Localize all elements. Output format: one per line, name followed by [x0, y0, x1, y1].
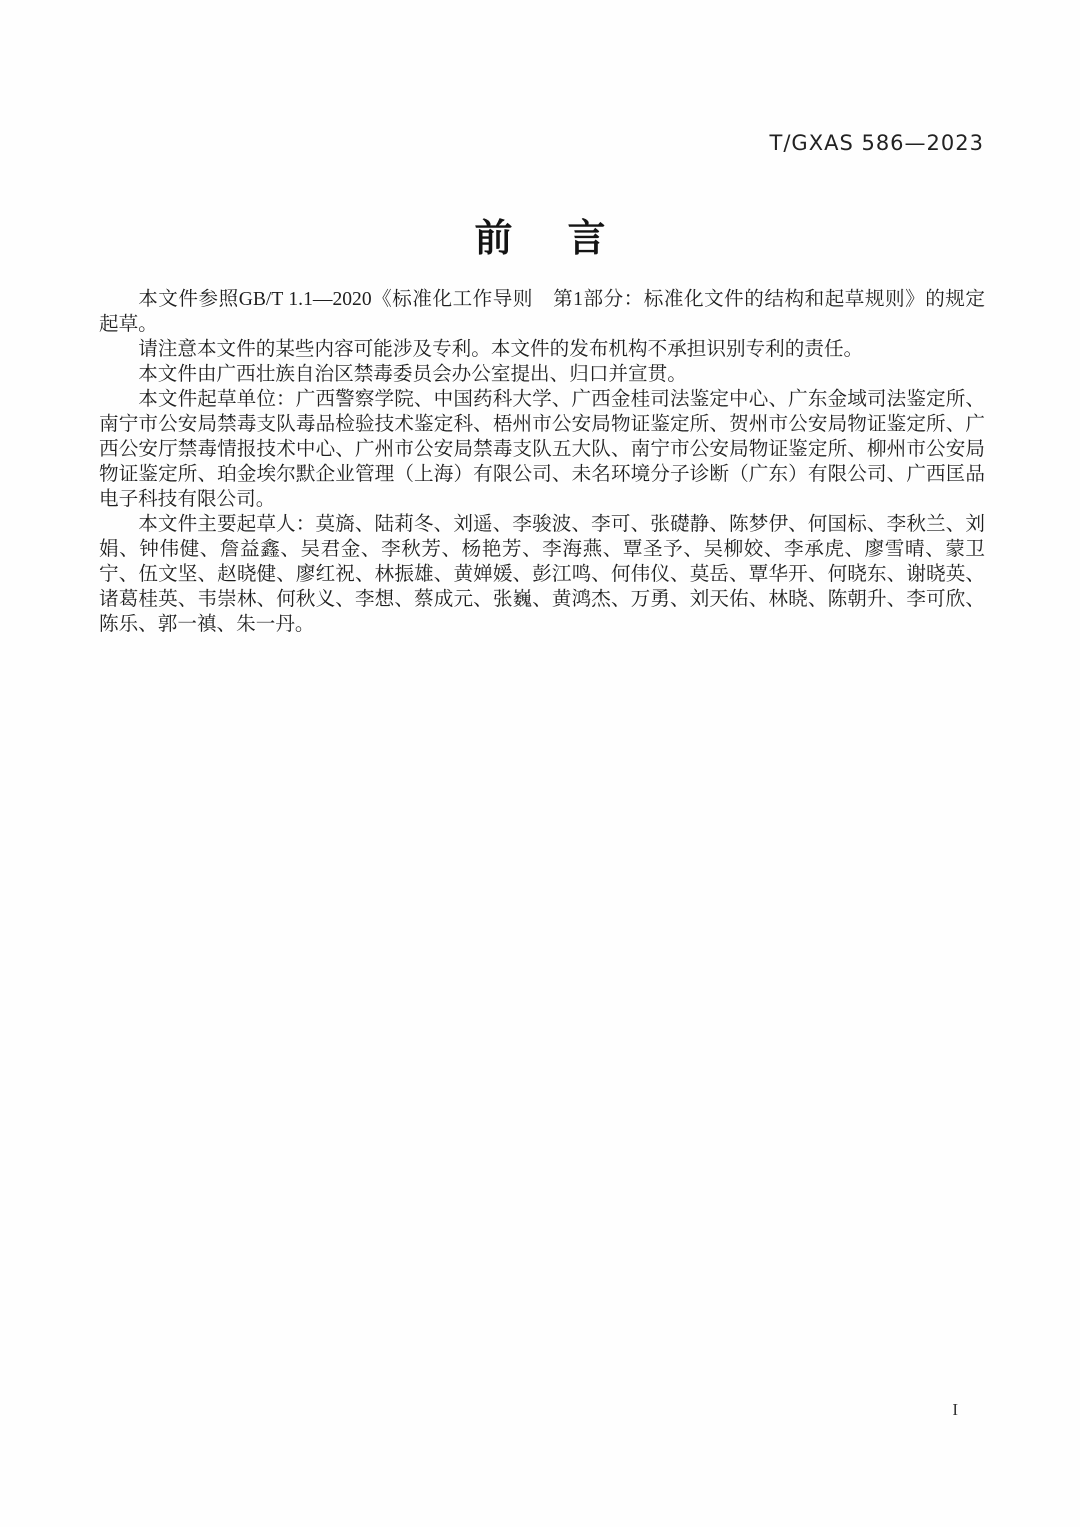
foreword-paragraph-drafting-organizations: 本文件起草单位：广西警察学院、中国药科大学、广西金桂司法鉴定中心、广东金域司法鉴定所、南宁市公安局禁毒支队毒品检验技术鉴定科、梧州市公安局物证鉴定所、贺州市公安局物证鉴定所、广西公安厅禁毒情报技术中心、广州市公安局禁毒支队五大队、南宁市公安局物证鉴定所、柳州市公安局物证鉴定所、珀金埃尔默企业管理（上海）有限公司、未名环境分子诊断（广东）有限公司、广西匡品电子科技有限公司。 [99, 389, 985, 510]
foreword-paragraph-main-drafters: 本文件主要起草人：莫旖、陆莉冬、刘遥、李骏波、李可、张礎静、陈梦伊、何国标、李秋兰、刘娟、钟伟健、詹益鑫、吴君金、李秋芳、杨艳芳、李海燕、覃圣予、吴柳姣、李承虎、廖雪晴、蒙卫宁、伍文坚、赵晓健、廖红祝、林振雄、黄婵媛、彭江鸣、何伟仪、莫岳、覃华开、何晓东、谢晓英、诸葛桂英、韦崇林、何秋义、李想、蔡成元、张巍、黄鸿杰、万勇、刘天佑、林晓、陈朝升、李可欣、陈乐、郭一禛、朱一丹。 [99, 514, 985, 635]
foreword-paragraph-proposed-by: 本文件由广西壮族自治区禁毒委员会办公室提出、归口并宣贯。 [138, 364, 687, 385]
page-number: I [952, 1400, 958, 1419]
foreword-body [99, 287, 985, 637]
standard-doc-code: T/GXAS 586—2023 [769, 131, 984, 155]
foreword-title: 前言 [474, 218, 661, 260]
foreword-paragraph-drafting-rules: 本文件参照GB/T 1.1—2020《标准化工作导则 第1部分：标准化文件的结构和起草规则》的规定起草。 [99, 289, 985, 335]
foreword-paragraph-patent-notice: 请注意本文件的某些内容可能涉及专利。本文件的发布机构不承担识别专利的责任。 [138, 339, 864, 360]
